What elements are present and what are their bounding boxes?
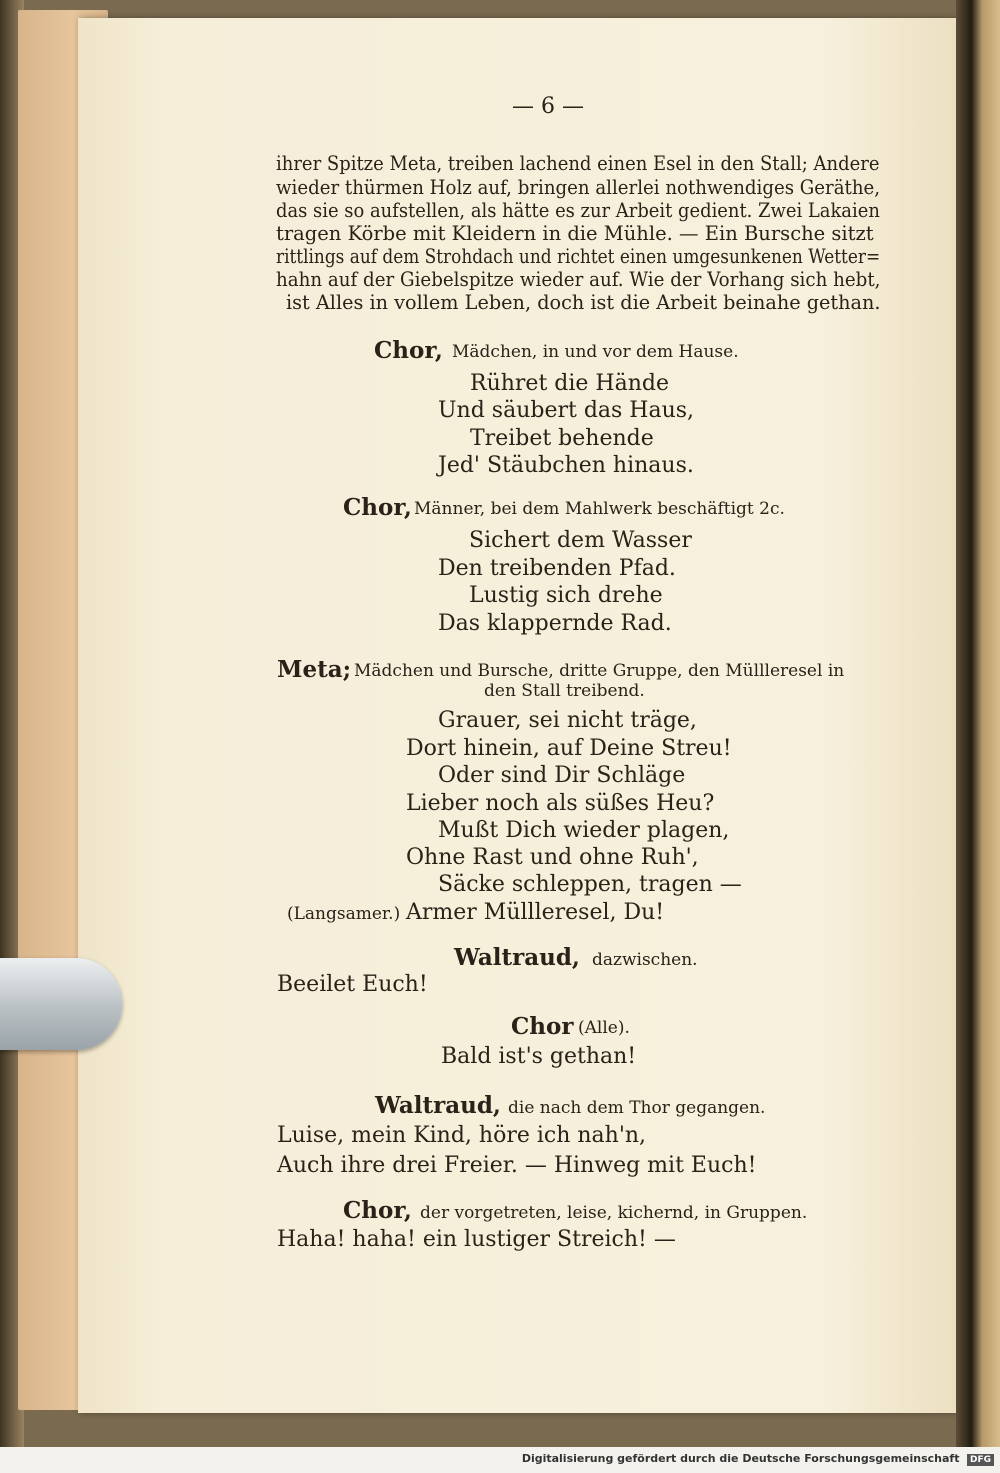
verse-line: Haha! haha! ein lustiger Streich! — — [277, 1227, 676, 1252]
verse-line: Lieber noch als süßes Heu? — [406, 791, 715, 816]
verse-line: Jed' Stäubchen hinaus. — [438, 453, 694, 478]
stage-direction: (Langsamer.) — [287, 904, 401, 924]
verse-line: Treibet behende — [470, 426, 654, 451]
verse-line: Luise, mein Kind, höre ich nah'n, — [277, 1123, 647, 1148]
verse-line: Beeilet Euch! — [277, 972, 428, 997]
book-spine-edge — [956, 0, 1000, 1447]
prose-line: ihrer Spitze Meta, treiben lachend einen Esel in den Stall; Andere — [276, 152, 880, 175]
verse-line: Bald ist's gethan! — [441, 1044, 637, 1069]
stage-direction: Männer, bei dem Mahlwerk beschäftigt 2c. — [414, 499, 785, 519]
stage-direction: die nach dem Thor gegangen. — [508, 1098, 766, 1118]
verse-line: Das klappernde Rad. — [438, 611, 672, 636]
speaker-name: Meta; — [277, 656, 352, 683]
verse-line: Lustig sich drehe — [469, 583, 663, 608]
prose-line: wieder thürmen Holz auf, bringen allerlei nothwendiges Geräthe, — [276, 176, 881, 199]
footer-text: Digitalisierung gefördert durch die Deutsche Forschungsgemeinschaft — [521, 1452, 960, 1465]
dfg-logo: DFG — [967, 1454, 994, 1466]
prose-line: rittlings auf dem Strohdach und richtet einen umgesunkenen Wetter= — [276, 245, 881, 268]
page-clip — [0, 958, 122, 1050]
speaker-name: Waltraud, — [375, 1092, 501, 1119]
stage-direction: den Stall treibend. — [484, 681, 645, 701]
stage-direction: Mädchen und Bursche, dritte Gruppe, den Müllleresel in — [354, 661, 845, 681]
verse-line: Sichert dem Wasser — [469, 528, 692, 553]
prose-line: tragen Körbe mit Kleidern in die Mühle. — Ein Bursche sitzt — [276, 222, 874, 245]
prose-line: ist Alles in vollem Leben, doch ist die Arbeit beinahe gethan. — [286, 291, 881, 314]
stage-direction: dazwischen. — [592, 950, 698, 970]
speaker-name: Chor — [511, 1013, 574, 1040]
digitization-footer — [522, 1452, 994, 1466]
speaker-name: Chor, — [343, 494, 412, 521]
prose-line: das sie so aufstellen, als hätte es zur Arbeit gedient. Zwei Lakaien — [276, 199, 880, 222]
verse-line: Auch ihre drei Freier. — Hinweg mit Euch! — [277, 1153, 757, 1178]
verse-line: Oder sind Dir Schläge — [438, 763, 686, 788]
verse-line: Armer Müllleresel, Du! — [406, 900, 665, 925]
speaker-name: Chor, — [374, 337, 443, 364]
verse-line: Säcke schleppen, tragen — — [438, 872, 742, 897]
speaker-name: Waltraud, — [454, 944, 580, 971]
verse-line: Und säubert das Haus, — [438, 398, 695, 423]
stage-direction: Mädchen, in und vor dem Hause. — [452, 342, 739, 362]
verse-line: Mußt Dich wieder plagen, — [438, 818, 730, 843]
stage-direction: (Alle). — [578, 1018, 630, 1038]
verse-line: Ohne Rast und ohne Ruh', — [406, 845, 699, 870]
verse-line: Rühret die Hände — [470, 371, 669, 396]
page-number: — 6 — — [512, 94, 584, 119]
verse-line: Den treibenden Pfad. — [438, 556, 676, 581]
prose-line: hahn auf der Giebelspitze wieder auf. Wie der Vorhang sich hebt, — [276, 268, 881, 291]
verse-line: Grauer, sei nicht träge, — [438, 708, 697, 733]
stage-direction: der vorgetreten, leise, kichernd, in Gruppen. — [420, 1203, 808, 1223]
speaker-name: Chor, — [343, 1197, 412, 1224]
verse-line: Dort hinein, auf Deine Streu! — [406, 736, 732, 761]
